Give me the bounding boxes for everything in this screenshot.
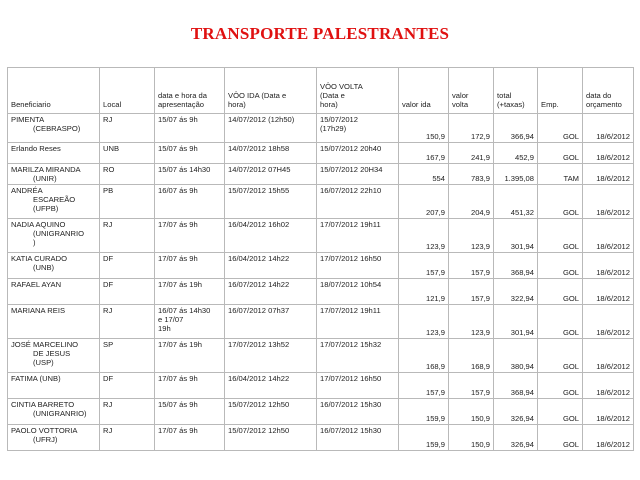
header-line: data e hora da: [158, 91, 207, 100]
cell-valor-volta: 204,9: [449, 185, 494, 219]
cell-total: 380,94: [494, 339, 538, 373]
table-row: [8, 185, 634, 219]
cell-beneficiario: [8, 143, 100, 164]
cell-voo-volta-line: 17/07/2012 19h11: [320, 220, 381, 229]
table-row: [8, 143, 634, 164]
cell-beneficiario-line: (UFPB): [33, 204, 59, 213]
cell-voo-volta: [317, 114, 399, 143]
cell-voo-ida-line: 14/07/2012 18h58: [228, 144, 290, 153]
header-line: Local: [103, 100, 122, 109]
cell-voo-ida: [225, 425, 317, 451]
cell-valor-ida: 123,9: [399, 219, 449, 253]
cell-valor-volta: 783,9: [449, 164, 494, 185]
cell-data-orcamento: 18/6/2012: [583, 143, 634, 164]
cell-voo-ida-line: 15/07/2012 12h50: [228, 426, 290, 435]
header-line: Emp.: [541, 100, 559, 109]
cell-valor-ida: 121,9: [399, 279, 449, 305]
cell-emp: GOL: [538, 305, 583, 339]
cell-apresentacao-line: 17/07 ás 9h: [158, 374, 198, 383]
cell-beneficiario-line: RAFAEL AYAN: [11, 280, 62, 289]
header-line: volta: [452, 100, 469, 109]
header-beneficiario: [8, 68, 100, 114]
cell-local: RJ: [100, 114, 155, 143]
cell-beneficiario-line: FATIMA (UNB): [11, 374, 61, 383]
cell-valor-volta: 123,9: [449, 305, 494, 339]
cell-voo-ida: [225, 373, 317, 399]
cell-apresentacao-line: 19h: [158, 324, 171, 333]
cell-valor-volta: 172,9: [449, 114, 494, 143]
cell-beneficiario-line: ): [33, 238, 36, 247]
cell-valor-ida: 150,9: [399, 114, 449, 143]
cell-total: 368,94: [494, 253, 538, 279]
cell-voo-volta: [317, 373, 399, 399]
cell-beneficiario-line: JOSÉ MARCELINO: [11, 340, 79, 349]
cell-local: DF: [100, 253, 155, 279]
cell-local: UNB: [100, 143, 155, 164]
cell-voo-volta-line: 16/07/2012 22h10: [320, 186, 382, 195]
cell-valor-volta: 241,9: [449, 143, 494, 164]
cell-emp: GOL: [538, 339, 583, 373]
cell-valor-volta: 168,9: [449, 339, 494, 373]
cell-voo-ida-line: 16/07/2012 14h22: [228, 280, 290, 289]
cell-apresentacao: [155, 399, 225, 425]
cell-beneficiario-line: (CEBRASPO): [33, 124, 81, 133]
cell-beneficiario-line: (USP): [33, 358, 54, 367]
cell-beneficiario: [8, 279, 100, 305]
cell-data-orcamento: 18/6/2012: [583, 305, 634, 339]
cell-apresentacao-line: 16/07 ás 14h30: [158, 306, 211, 315]
cell-beneficiario-line: (UFRJ): [33, 435, 58, 444]
cell-emp: TAM: [538, 164, 583, 185]
cell-valor-ida: 159,9: [399, 399, 449, 425]
cell-apresentacao-line: 16/07 ás 9h: [158, 186, 198, 195]
cell-beneficiario-line: NADIA AQUINO: [11, 220, 66, 229]
cell-valor-volta: 150,9: [449, 425, 494, 451]
table-row: [8, 339, 634, 373]
cell-voo-volta: [317, 279, 399, 305]
cell-apresentacao: [155, 143, 225, 164]
cell-voo-volta: [317, 164, 399, 185]
table-row: [8, 305, 634, 339]
header-line: VÔO VOLTA: [320, 82, 363, 91]
cell-voo-volta-line: 18/07/2012 10h54: [320, 280, 382, 289]
cell-voo-volta-line: 15/07/2012 20h40: [320, 144, 382, 153]
cell-beneficiario-line: KATIA CURADO: [11, 254, 67, 263]
cell-voo-ida-line: 16/04/2012 14h22: [228, 374, 290, 383]
cell-local: SP: [100, 339, 155, 373]
cell-data-orcamento: 18/6/2012: [583, 219, 634, 253]
header-valor-ida: [399, 68, 449, 114]
cell-emp: GOL: [538, 373, 583, 399]
cell-voo-volta: [317, 219, 399, 253]
cell-voo-volta: [317, 339, 399, 373]
cell-voo-volta: [317, 185, 399, 219]
cell-total: 452,9: [494, 143, 538, 164]
cell-total: 322,94: [494, 279, 538, 305]
cell-voo-ida: [225, 399, 317, 425]
header-line: valor: [452, 91, 469, 100]
cell-voo-volta: [317, 399, 399, 425]
header-line: data do: [586, 91, 612, 100]
page-title: TRANSPORTE PALESTRANTES: [190, 24, 450, 43]
cell-beneficiario-line: (UNIR): [33, 174, 57, 183]
cell-apresentacao: [155, 339, 225, 373]
cell-apresentacao-line: 17/07 ás 19h: [158, 280, 202, 289]
cell-beneficiario-line: PIMENTA: [11, 115, 45, 124]
cell-apresentacao-line: 15/07 ás 14h30: [158, 165, 211, 174]
cell-beneficiario: [8, 399, 100, 425]
cell-data-orcamento: 18/6/2012: [583, 253, 634, 279]
cell-beneficiario-line: ESCAREÃO: [33, 195, 76, 204]
cell-beneficiario-line: DE JESUS: [33, 349, 71, 358]
cell-local: PB: [100, 185, 155, 219]
cell-apresentacao-line: e 17/07: [158, 315, 184, 324]
cell-emp: GOL: [538, 399, 583, 425]
cell-voo-ida-line: 15/07/2012 12h50: [228, 400, 290, 409]
cell-voo-ida: [225, 185, 317, 219]
cell-apresentacao-line: 15/07 ás 9h: [158, 144, 198, 153]
cell-beneficiario-line: CINTIA BARRETO: [11, 400, 75, 409]
header-line: Beneficiario: [11, 100, 51, 109]
cell-beneficiario-line: (UNIGRANRIO: [33, 229, 85, 238]
cell-beneficiario: [8, 253, 100, 279]
cell-voo-volta-line: 17/07/2012 16h50: [320, 374, 382, 383]
cell-apresentacao-line: 17/07 ás 9h: [158, 254, 198, 263]
header-row: [8, 68, 634, 114]
cell-data-orcamento: 18/6/2012: [583, 185, 634, 219]
cell-local: RJ: [100, 219, 155, 253]
cell-emp: GOL: [538, 279, 583, 305]
cell-apresentacao-line: 15/07 ás 9h: [158, 400, 198, 409]
cell-voo-ida-line: 16/04/2012 16h02: [228, 220, 290, 229]
header-line: valor ida: [402, 100, 431, 109]
cell-voo-ida: [225, 339, 317, 373]
header-data-orcamento: [583, 68, 634, 114]
cell-valor-volta: 157,9: [449, 279, 494, 305]
transport-table: [7, 67, 634, 451]
cell-emp: GOL: [538, 185, 583, 219]
cell-beneficiario-line: (UNIGRANRIO): [33, 409, 87, 418]
cell-voo-ida: [225, 164, 317, 185]
cell-apresentacao: [155, 425, 225, 451]
cell-emp: GOL: [538, 143, 583, 164]
cell-voo-volta-line: 15/07/2012: [320, 115, 359, 124]
cell-valor-ida: 123,9: [399, 305, 449, 339]
header-local: [100, 68, 155, 114]
cell-emp: GOL: [538, 114, 583, 143]
cell-valor-ida: 157,9: [399, 373, 449, 399]
cell-beneficiario-line: MARILZA MIRANDA: [11, 165, 81, 174]
cell-beneficiario: [8, 219, 100, 253]
cell-voo-ida-line: 16/07/2012 07h37: [228, 306, 290, 315]
header-total: [494, 68, 538, 114]
header-voo-ida: [225, 68, 317, 114]
table-row: [8, 219, 634, 253]
table-row: [8, 164, 634, 185]
cell-voo-ida: [225, 219, 317, 253]
cell-valor-ida: 157,9: [399, 253, 449, 279]
cell-apresentacao: [155, 164, 225, 185]
cell-voo-volta-line: (17h29): [320, 124, 347, 133]
cell-data-orcamento: 18/6/2012: [583, 164, 634, 185]
cell-valor-volta: 150,9: [449, 399, 494, 425]
cell-emp: GOL: [538, 425, 583, 451]
header-valor-volta: [449, 68, 494, 114]
header-line: total: [497, 91, 512, 100]
cell-data-orcamento: 18/6/2012: [583, 373, 634, 399]
cell-voo-volta: [317, 143, 399, 164]
cell-voo-volta-line: 17/07/2012 19h11: [320, 306, 381, 315]
cell-voo-ida-line: 14/07/2012 07H45: [228, 165, 291, 174]
cell-voo-volta: [317, 253, 399, 279]
cell-total: 368,94: [494, 373, 538, 399]
cell-beneficiario-line: Erlando Reses: [11, 144, 61, 153]
cell-voo-ida-line: 14/07/2012 (12h50): [228, 115, 295, 124]
cell-beneficiario-line: MARIANA REIS: [11, 306, 66, 315]
cell-voo-ida-line: 16/04/2012 14h22: [228, 254, 290, 263]
cell-beneficiario-line: (UNB): [33, 263, 55, 272]
cell-total: 326,94: [494, 425, 538, 451]
cell-apresentacao: [155, 114, 225, 143]
cell-valor-ida: 167,9: [399, 143, 449, 164]
cell-local: RJ: [100, 425, 155, 451]
cell-data-orcamento: 18/6/2012: [583, 425, 634, 451]
cell-apresentacao: [155, 279, 225, 305]
cell-apresentacao: [155, 219, 225, 253]
header-data-hora: [155, 68, 225, 114]
header-emp: [538, 68, 583, 114]
cell-voo-volta-line: 17/07/2012 15h32: [320, 340, 382, 349]
cell-local: RJ: [100, 399, 155, 425]
cell-data-orcamento: 18/6/2012: [583, 279, 634, 305]
cell-total: 366,94: [494, 114, 538, 143]
cell-data-orcamento: 18/6/2012: [583, 399, 634, 425]
cell-voo-volta-line: 17/07/2012 16h50: [320, 254, 382, 263]
cell-total: 1.395,08: [494, 164, 538, 185]
cell-voo-volta-line: 15/07/2012 20H34: [320, 165, 383, 174]
cell-voo-ida-line: 17/07/2012 13h52: [228, 340, 290, 349]
cell-apresentacao-line: 17/07 ás 9h: [158, 220, 198, 229]
cell-voo-ida: [225, 305, 317, 339]
cell-voo-volta-line: 16/07/2012 15h30: [320, 400, 382, 409]
cell-apresentacao-line: 17/07 ás 9h: [158, 426, 198, 435]
cell-voo-volta-line: 16/07/2012 15h30: [320, 426, 382, 435]
cell-valor-volta: 123,9: [449, 219, 494, 253]
cell-voo-ida: [225, 114, 317, 143]
cell-voo-volta: [317, 305, 399, 339]
cell-total: 326,94: [494, 399, 538, 425]
cell-valor-ida: 554: [399, 164, 449, 185]
cell-beneficiario: [8, 164, 100, 185]
cell-voo-ida: [225, 253, 317, 279]
cell-apresentacao-line: 15/07 ás 9h: [158, 115, 198, 124]
cell-local: RJ: [100, 305, 155, 339]
cell-valor-volta: 157,9: [449, 253, 494, 279]
cell-apresentacao: [155, 253, 225, 279]
cell-beneficiario: [8, 114, 100, 143]
table-row: [8, 253, 634, 279]
cell-emp: GOL: [538, 219, 583, 253]
cell-apresentacao-line: 17/07 ás 19h: [158, 340, 202, 349]
cell-total: 451,32: [494, 185, 538, 219]
header-line: orçamento: [586, 100, 622, 109]
header-line: VÔO IDA (Data e: [228, 91, 287, 100]
header-line: hora): [320, 100, 338, 109]
cell-total: 301,94: [494, 305, 538, 339]
table-row: [8, 425, 634, 451]
cell-local: DF: [100, 373, 155, 399]
cell-valor-ida: 168,9: [399, 339, 449, 373]
cell-data-orcamento: 18/6/2012: [583, 114, 634, 143]
cell-total: 301,94: [494, 219, 538, 253]
header-voo-volta: [317, 68, 399, 114]
cell-apresentacao: [155, 305, 225, 339]
cell-beneficiario: [8, 305, 100, 339]
cell-beneficiario: [8, 373, 100, 399]
cell-voo-ida-line: 15/07/2012 15h55: [228, 186, 290, 195]
cell-beneficiario-line: ANDRÉA: [11, 186, 43, 195]
cell-apresentacao: [155, 185, 225, 219]
cell-beneficiario: [8, 185, 100, 219]
cell-beneficiario: [8, 425, 100, 451]
cell-apresentacao: [155, 373, 225, 399]
cell-valor-ida: 159,9: [399, 425, 449, 451]
cell-voo-volta: [317, 425, 399, 451]
cell-valor-volta: 157,9: [449, 373, 494, 399]
cell-valor-ida: 207,9: [399, 185, 449, 219]
cell-local: DF: [100, 279, 155, 305]
cell-voo-ida: [225, 279, 317, 305]
header-line: hora): [228, 100, 246, 109]
cell-data-orcamento: 18/6/2012: [583, 339, 634, 373]
header-line: (+taxas): [497, 100, 525, 109]
header-line: apresentação: [158, 100, 205, 109]
table-row: [8, 279, 634, 305]
cell-beneficiario-line: PAOLO VOTTORIA: [11, 426, 78, 435]
table-row: [8, 114, 634, 143]
cell-local: RO: [100, 164, 155, 185]
cell-voo-ida: [225, 143, 317, 164]
cell-beneficiario: [8, 339, 100, 373]
table-row: [8, 373, 634, 399]
header-line: (Data e: [320, 91, 345, 100]
table-row: [8, 399, 634, 425]
cell-emp: GOL: [538, 253, 583, 279]
